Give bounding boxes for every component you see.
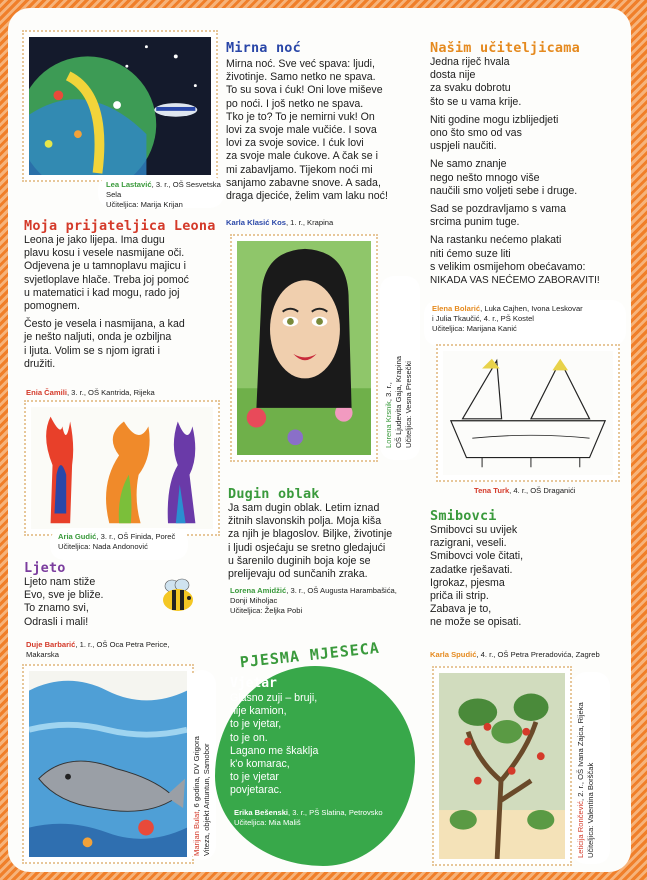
text-dugin-oblak — [228, 502, 428, 581]
pjesma-line: to je on. — [230, 731, 268, 744]
caption-duje-line2: Makarska — [26, 650, 59, 659]
ucitelji-line: Ne samo znanje — [430, 158, 507, 171]
dugin-line: u šarenilo duginih boja koje se — [228, 554, 371, 567]
mirna-noc-line: sanjamo zabavne snove. A sada, — [226, 176, 381, 189]
mirna-noc-line: To su sova i ćuk! Oni love miševe — [226, 84, 383, 97]
title-ljeto: Ljeto — [24, 560, 66, 576]
bee-icon — [158, 578, 198, 614]
ucitelji-line: Niti godine mogu izblijedjeti — [430, 113, 559, 126]
caption-karla-spudic — [430, 650, 630, 660]
caption-karla-spudic-info: , 4. r., OŠ Petra Preradovića, Zagreb — [476, 650, 600, 659]
caption-karla-klasic-name: Karla Klasić Kos — [226, 218, 286, 227]
caption-lorena-amidzic-info: , 3. r., OŠ Augusta Harambašića, — [286, 586, 397, 595]
mirna-noc-line: mi zabavljamo. Tijekom noći mi — [226, 163, 373, 176]
caption-lea-teacher: Učiteljica: Marija Krijan — [106, 200, 183, 209]
pjesma-line: Glasno zuji – bruji, — [230, 692, 318, 704]
drawing-leticija-tree — [432, 666, 572, 866]
drawing-aria-flames — [24, 400, 220, 536]
dugin-line: i ljudi osjećaju se sretno gledajući — [228, 541, 386, 554]
caption-duje — [26, 640, 216, 660]
caption-marijan-line2: Viteza, objekt Antuntun, Samobor — [202, 743, 211, 856]
caption-aria — [50, 528, 188, 560]
title-prijateljica: Moja prijateljica Leona — [24, 218, 216, 234]
caption-lorena-school: OŠ Ljudevita Gaja, Krapina — [394, 355, 403, 448]
prijateljica-p1-line: Leona je jako lijepa. Ima dugu — [24, 234, 165, 246]
caption-lorena-amidzic-name: Lorena Amidžić — [230, 586, 287, 595]
mirna-noc-line: lovi za svoje sovice. I ćuk lovi — [226, 137, 364, 150]
prijateljica-p1-line: svjetloplave hlače. Treba joj pomoć — [24, 273, 189, 286]
dugin-line: prelijevaju od sunčanih zraka. — [228, 568, 368, 581]
ucitelji-line: dosta nije — [430, 69, 476, 82]
smibovci-line: ne može se opisati. — [430, 616, 522, 629]
title-ucitelji: Našim učiteljicama — [430, 40, 580, 56]
pjesma-line: k'o komarac, — [230, 758, 290, 771]
caption-leticija-teacher: Učiteljica: Valentina Borščak — [586, 762, 595, 858]
ucitelji-line: ono što smo od vas — [430, 127, 522, 140]
ucitelji-line: niti ćemo suze liti — [430, 247, 511, 260]
caption-lea-name: Lea Lastavić — [106, 180, 152, 189]
dugin-line: za njih je blagoslov. Biljke, životinje — [228, 528, 393, 541]
mirna-noc-line: lovi za svoje male vučiće. I sova — [226, 124, 377, 137]
caption-leticija — [576, 678, 596, 858]
ucitelji-line: s velikim osmijehom obećavamo: — [430, 260, 586, 273]
smibovci-line: zadatke rješavati. — [430, 563, 513, 576]
magazine-page — [8, 8, 631, 872]
caption-karla-spudic-name: Karla Spudić — [430, 650, 477, 659]
text-ljeto — [24, 576, 174, 629]
caption-marijan-info: , 6 godina, DV Grigora — [192, 736, 201, 812]
caption-enia-info: , 3. r., OŠ Kantrida, Rijeka — [66, 388, 155, 397]
smibovci-line: Smibovci su uvijek — [430, 524, 518, 536]
caption-enia — [26, 388, 155, 398]
caption-tena-name: Tena Turk — [474, 486, 510, 495]
mirna-noc-line: Tko je to? To je nemirni vuk! On — [226, 110, 375, 123]
ucitelji-line: srcima punim tuge. — [430, 216, 520, 229]
pjesma-line: to je vjetar, — [230, 718, 282, 731]
prijateljica-p2-line: družiti. — [24, 357, 56, 370]
caption-lorena-info: , 3. r., — [384, 382, 393, 402]
ucitelji-line: uspjeli naučiti. — [430, 140, 497, 153]
mirna-noc-line: draga djeciće, želim vam laku noć! — [226, 190, 388, 203]
dugin-line: žitnih slavonskih polja. Moja kiša — [228, 515, 382, 528]
caption-lea-info: , 3. r., OŠ Sesvetska Sela — [106, 180, 221, 199]
caption-tena-info: , 4. r., OŠ Draganići — [509, 486, 576, 495]
caption-marijan-name: Marijan Bulat — [192, 811, 201, 856]
caption-lorena-teacher: Učiteljica: Vesna Presečki — [404, 361, 413, 448]
prijateljica-p2-line: je nešto naljuti, onda je ozbiljna — [24, 331, 172, 344]
caption-karla-klasic — [226, 218, 333, 228]
caption-lorena-amidzic-line2: Donji Miholjac — [230, 596, 278, 605]
smibovci-line: Smibovci vole čitati, — [430, 550, 524, 563]
caption-leticija-name: Leticija Rončević — [576, 801, 585, 858]
mirna-noc-line: po noći. I još netko ne spava. — [226, 97, 364, 110]
caption-elena-name: Elena Bolarić — [432, 304, 481, 313]
pjesma-line: nije kamion, — [230, 705, 287, 718]
ucitelji-line: Na rastanku nećemo plakati — [430, 234, 562, 247]
smibovci-line: Zabava je to, — [430, 603, 492, 616]
prijateljica-p2-line: i ljuta. Volim se s njom igrati i — [24, 344, 161, 357]
drawing-marijan-whale — [22, 664, 194, 864]
caption-elena-line2: i Julia Tkaučić, 4. r., PŠ Kostel — [432, 314, 534, 323]
title-dugin-oblak: Dugin oblak — [228, 486, 320, 502]
text-mirna-noc — [226, 58, 426, 203]
caption-enia-name: Enia Čamili — [26, 388, 67, 397]
mirna-noc-line: životinje. Samo netko ne spava. — [226, 71, 376, 84]
caption-lorena-amidzic — [230, 586, 430, 616]
prijateljica-p1-line: Odjevena je u tamnoplavu majicu i — [24, 260, 186, 273]
prijateljica-p1-line: pomognem. — [24, 300, 80, 313]
caption-aria-teacher: Učiteljica: Nada Andonović — [58, 542, 148, 551]
caption-erika — [234, 808, 414, 828]
caption-elena — [424, 300, 626, 346]
ljeto-line: Ljeto nam stiže — [24, 576, 96, 588]
pjesma-title: Vjetar — [230, 676, 277, 691]
pjesma-line: povjetarac. — [230, 784, 282, 797]
ucitelji-line: što se u vama krije. — [430, 95, 522, 108]
caption-duje-name: Duje Barbarić — [26, 640, 76, 649]
ucitelji-line: za svaku dobrotu — [430, 82, 511, 95]
caption-marijan — [192, 676, 212, 856]
mirna-noc-line: za svoje male ćukove. A čak se i — [226, 150, 378, 163]
caption-lorena-amidzic-teacher: Učiteljica: Željka Pobi — [230, 606, 303, 615]
text-pjesma — [230, 692, 400, 798]
ucitelji-line: NIKADA VAS NEĆEMO ZABORAVITI! — [430, 275, 600, 287]
caption-erika-teacher: Učiteljica: Mia Mališ — [234, 818, 301, 827]
text-ucitelji — [430, 56, 630, 292]
prijateljica-p1-line: u matematici i kad mogu, rado joj — [24, 286, 180, 299]
caption-aria-name: Aria Gudić — [58, 532, 97, 541]
text-smibovci — [430, 524, 620, 630]
caption-erika-info: , 3. r., PŠ Slatina, Petrovsko — [288, 808, 383, 817]
dugin-line: Ja sam dugin oblak. Letim iznad — [228, 502, 380, 514]
caption-leticija-info: , 2. r., OŠ Ivana Zajca, Rijeka — [576, 702, 585, 802]
smibovci-line: Igrokaz, pjesma — [430, 576, 505, 589]
text-prijateljica — [24, 234, 229, 376]
caption-duje-info: , 1. r., OŠ Oca Petra Perice, — [75, 640, 170, 649]
caption-aria-info: , 3. r., OŠ Finida, Poreč — [96, 532, 176, 541]
ucitelji-line: naučili smo voljeti sebe i druge. — [430, 184, 578, 197]
pjesma-line: to je vjetar — [230, 771, 279, 784]
title-smibovci: Smibovci — [430, 508, 497, 524]
caption-tena — [474, 486, 575, 496]
ucitelji-line: Sad se pozdravljamo s vama — [430, 203, 567, 216]
drawing-tena-boat — [436, 344, 620, 482]
caption-lorena-name: Lorena Krsnik — [384, 401, 393, 448]
pjesma-line: Lagano me škaklja — [230, 744, 319, 757]
pjesma-mjeseca-header: PJESMA MJESECA — [239, 638, 381, 672]
ucitelji-line: Jedna riječ hvala — [430, 56, 510, 68]
ucitelji-line: nego nešto mnogo više — [430, 171, 540, 184]
caption-elena-rest: , Luka Cajhen, Ivona Leskovar — [480, 304, 583, 313]
prijateljica-p2-line: Često je vesela i nasmijana, a kad — [24, 318, 185, 331]
ljeto-line: To znamo svi, — [24, 602, 89, 615]
ljeto-line: Evo, sve je bliže. — [24, 589, 104, 602]
drawing-lea-world — [22, 30, 218, 182]
drawing-lorena-portrait — [230, 234, 378, 462]
prijateljica-p1-line: plavu kosu i vesele nasmijane oči. — [24, 247, 185, 260]
caption-lorena — [384, 298, 414, 448]
title-mirna-noc: Mirna noć — [226, 40, 301, 56]
caption-karla-klasic-info: , 1. r., Krapina — [285, 218, 334, 227]
ljeto-line: Odrasli i mali! — [24, 615, 89, 628]
caption-elena-teacher: Učiteljica: Marijana Kanić — [432, 324, 517, 333]
mirna-noc-line: Mirna noć. Sve već spava: ljudi, — [226, 58, 375, 70]
smibovci-line: razigrani, veseli. — [430, 537, 507, 550]
caption-lea — [98, 176, 224, 208]
smibovci-line: priča ili strip. — [430, 590, 489, 603]
caption-erika-name: Erika Bešenski — [234, 808, 289, 817]
